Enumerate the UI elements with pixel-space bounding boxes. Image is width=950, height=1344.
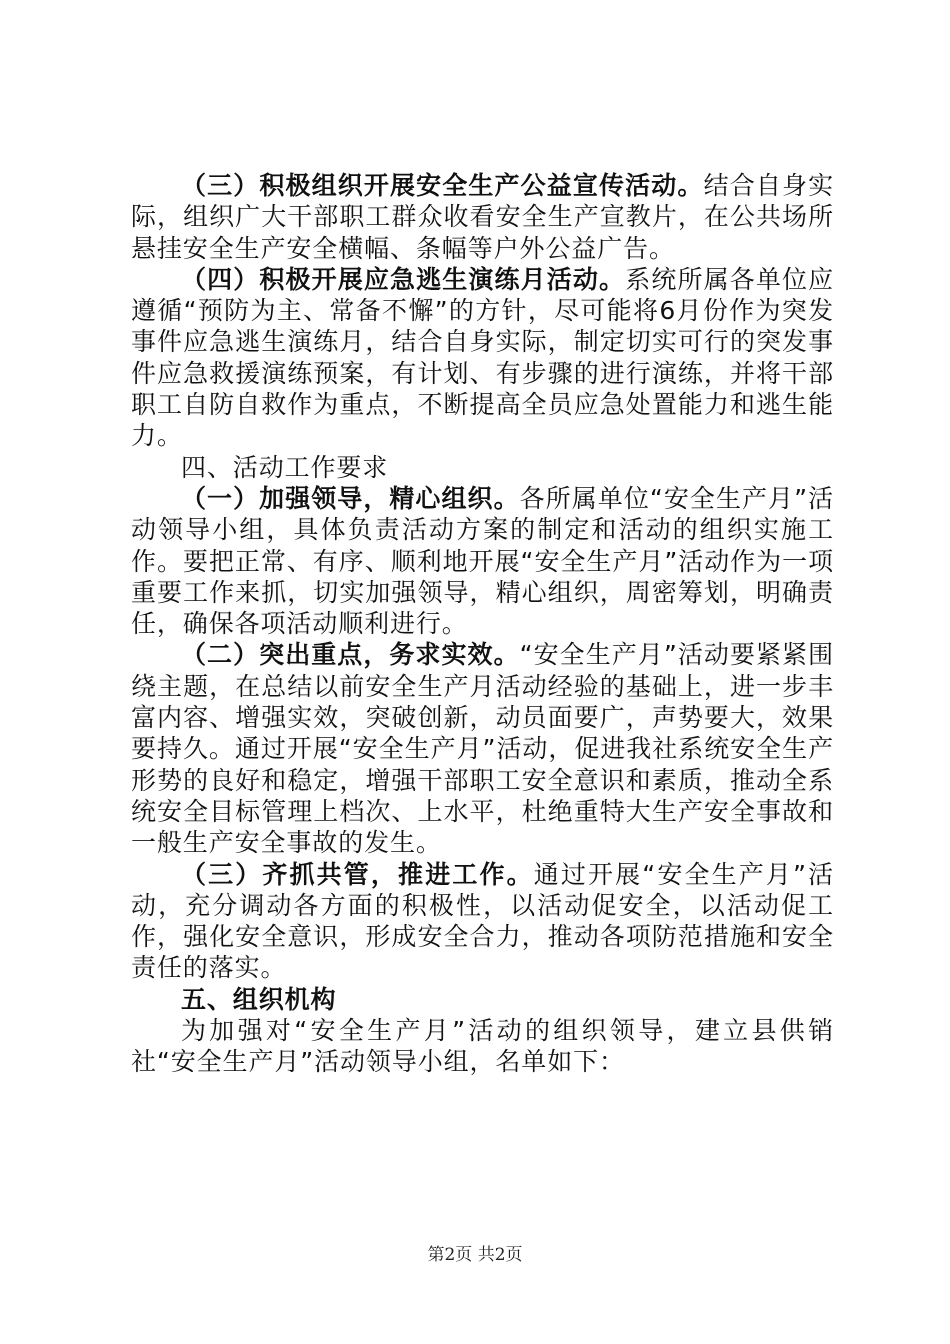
paragraph-emergency-drill bbox=[131, 264, 834, 452]
document-body bbox=[131, 170, 834, 1078]
paragraph-text: “安全生产月”活动要紧紧围绕主题，在总结以前安全生产月活动经验的基础上，进一步丰富内容、增强实效，突破创新，动员面要广，声势要大，效果要持久。通过开展“安全生产月”活动，促进我社系统安全生产形势的良好和稳定，增强干部职工安全意识和素质，推动全系统安全目标管理上档次、上水平，杜绝重特大生产安全事故和一般生产安全事故的发生。 bbox=[131, 640, 834, 858]
paragraph-lead: （一）加强领导，精心组织。 bbox=[181, 483, 520, 513]
paragraph-leadership bbox=[131, 483, 834, 639]
paragraph-organization: 为加强对“安全生产月”活动的组织领导，建立县供销社“安全生产月”活动领导小组，名单如下： bbox=[131, 1016, 834, 1077]
section-heading-requirements: 四、活动工作要求 bbox=[181, 452, 389, 482]
paragraph-text: 通过开展“安全生产月”活动，充分调动各方面的积极性，以活动促安全，以活动促工作，强化安全意识，形成安全合力，推动各项防范措施和安全责任的落实。 bbox=[131, 859, 834, 983]
paragraph-publicity-activity bbox=[131, 170, 834, 264]
paragraph-focus bbox=[131, 639, 834, 858]
paragraph-lead: （三）齐抓共管，推进工作。 bbox=[181, 859, 534, 889]
section-heading-organization: 五、组织机构 bbox=[181, 984, 337, 1014]
paragraph-joint-management bbox=[131, 859, 834, 984]
paragraph-text: 结合自身实际，组织广大干部职工群众收看安全生产宣教片，在公共场所悬挂安全生产安全横幅、条幅等户外公益广告。 bbox=[131, 171, 834, 263]
page-number-footer: 第2页 共2页 bbox=[427, 1245, 523, 1265]
paragraph-lead: （二）突出重点，务求实效。 bbox=[181, 640, 520, 670]
paragraph-lead: （四）积极开展应急逃生演练月活动。 bbox=[181, 264, 626, 294]
paragraph-lead: （三）积极组织开展安全生产公益宣传活动。 bbox=[181, 171, 704, 200]
paragraph-text: 各所属单位“安全生产月”活动领导小组，具体负责活动方案的制定和活动的组织实施工作。要把正常、有序、顺利地开展“安全生产月”活动作为一项重要工作来抓，切实加强领导，精心组织，周密筹划，明确责任，确保各项活动顺利进行。 bbox=[131, 483, 834, 639]
paragraph-text: 系统所属各单位应遵循“预防为主、常备不懈”的方针，尽可能将6月份作为突发事件应急逃生演练月，结合自身实际，制定切实可行的突发事件应急救援演练预案，有计划、有步骤的进行演练，并将干部职工自防自救作为重点，不断提高全员应急处置能力和逃生能力。 bbox=[131, 264, 834, 451]
